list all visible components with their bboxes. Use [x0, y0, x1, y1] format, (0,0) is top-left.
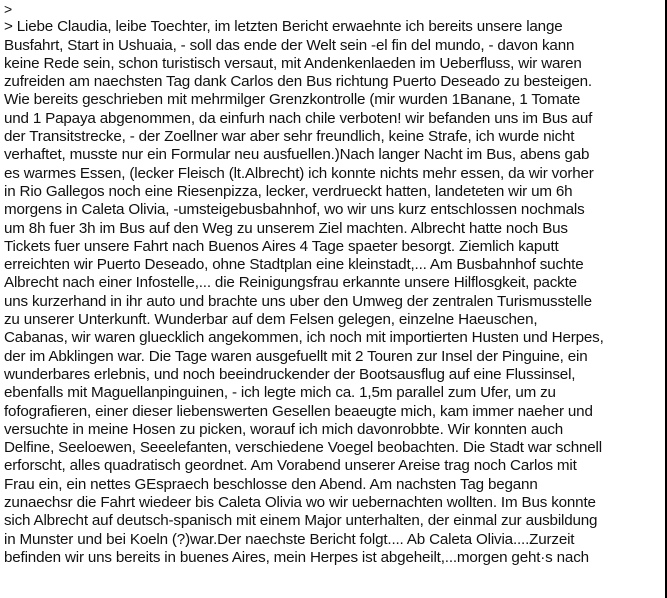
text-line-6: und 1 Papaya abgenommen, da einfurh nach chile verboten! wir befanden uns im Bus auf [4, 109, 593, 127]
text-line-5: Wie bereits geschrieben mit mehrmilger Grenzkontrolle (mir wurden 1Banane, 1 Tomate [4, 91, 581, 109]
text-line-18: Cabanas, wir waren glueckliсh angekommen, ich noch mit importierten Husten und Herpes, [4, 329, 604, 347]
text-line-30: befinden wir uns bereits in buenes Aires, mein Herpes ist abgeheilt,...morgen geht·s nach [4, 548, 589, 566]
text-line-7: der Transitstrecke, - der Zoellner war aber sehr freundlich, keine Strafe, ich wurde nicht [4, 128, 575, 146]
text-line-25: erforscht, alles quadratisch geordnet. Am Vorabend unserer Areise trag noch Carlos mit [4, 457, 577, 475]
text-line-24: Delfine, Seeloewen, Seeelefanten, verschiedene Voegel beobachten. Die Stadt war schnell [4, 439, 602, 457]
text-line-23: versuchte in meine Hosen zu picken, worauf ich mich davonrobbte. Wir konnten auch [4, 420, 564, 438]
text-line-8: verhaftet, musste nur ein Formular neu ausfuellen.)Nach langer Nacht im Bus, abens gab [4, 146, 590, 164]
text-line-11: morgens in Caleta Olivia, -umsteigebusbahnhof, wo wir uns kurz entschlossen nochmals [4, 201, 585, 219]
email-body [4, 0, 664, 567]
text-line-4: zufreiden am naechsten Tag dank Carlos den Bus richtung Puerto Deseado zu besteigen. [4, 73, 592, 91]
text-line-26: Frau ein, ein nettes GEspraech beschlosse den Abend. Am nachsten Tag begann [4, 475, 538, 493]
text-line-21: ebenfalls mit Maguellanpinguinen, - ich legte mich ca. 1,5m parallel zum Ufer, um zu [4, 384, 556, 402]
text-line-19: der im Abklingen war. Die Tage waren ausgefuellt mit 2 Touren zur Insel der Pinguine, ein [4, 347, 588, 365]
text-line-13: Tickets fuer unsere Fahrt nach Buenos Aires 4 Tage spaeter besorgt. Ziemlich kaputt [4, 237, 559, 255]
text-line-16: uns kurzerhand in ihr auto und brachte uns uber den Umweg der zentralen Turismusstelle [4, 292, 592, 310]
text-line-28: sich Albrecht auf deutsch-spanisch mit einem Major unterhalten, der einmal zur ausbildung [4, 512, 598, 530]
text-line-27: zunaechsr die Fahrt wiedeer bis Caleta Olivia wo wir uebernachten wollten. Im Bus konnte [4, 494, 596, 512]
text-line-20: wunderbares erlebnis, und noch beeindruckender der Bootsausflug auf eine Flussinsel, [4, 365, 576, 383]
text-line-9: es warmes Essen, (lecker Fleisch (lt.Albrecht) ich konnte nichts mehr essen, da wir vorher [4, 164, 594, 182]
quote-marker: > [4, 1, 11, 17]
text-line-17: zu unserer Unterkunft. Wunderbar auf dem Felsen gelegen, einzelne Haeuschen, [4, 311, 538, 329]
text-line-22: fofografieren, einer dieser liebenswerten Gesellen beaeugte mich, kam immer naeher und [4, 402, 593, 420]
text-line-15: Albrecht nach einer Infostelle,... die Reinigungsfrau erkannte unsere Hilflosgkeit, packte [4, 274, 577, 292]
text-line-14: erreichten wir Puerto Deseado, ohne Stadtplan eine kleinstadt,... Am Busbahnhof suchte [4, 256, 584, 274]
text-line-12: um 8h fuer 3h im Bus auf den Weg zu unserem Ziel machten. Albrecht hatte noch Bus [4, 219, 568, 237]
text-line-3: keine Rede sein, schon turistisch versaut, mit Andenkenlaeden im Ueberfluss, wir waren [4, 54, 582, 72]
text-line-1: > Liebe Claudia, leibe Toechter, im letzten Bericht erwaehnte ich bereits unsere lange [4, 18, 563, 36]
text-line-2: Busfahrt, Start in Ushuaia, - soll das ende der Welt sein -el fin del mundo, - davon kann [4, 36, 575, 54]
text-line-29: in Munster und bei Koeln (?)war.Der naechste Bericht folgt.... Ab Caleta Olivia....Zurzeit [4, 530, 575, 548]
text-line-10: in Rio Gallegos noch eine Riesenpizza, lecker, verdrueckt hatten, landeteten wir um 6h [4, 182, 573, 200]
